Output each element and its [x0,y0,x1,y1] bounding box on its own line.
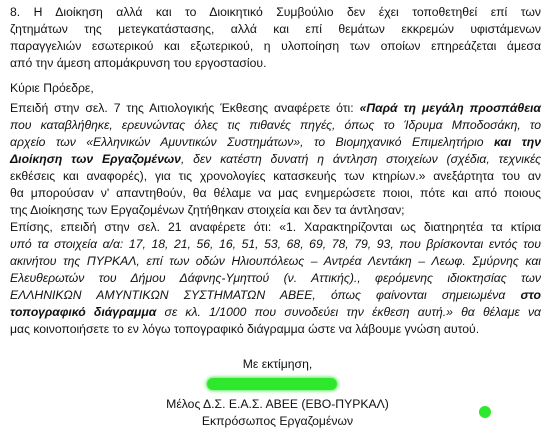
signatory-title: Εκπρόσωπος Εργαζομένων [201,414,354,428]
paragraph-2-line-6: θα μπορούσαν ν' απαντηθούν, θα θέλαμε να μας ενημερώσετε ποιοι, πότε και από ποιους [10,186,541,200]
paragraph-3-line-7: μας κοινοποιήσετε το εν λόγω τοπογραφικό διάγραμμα ώστε να λάβουμε γνώση αυτού. [10,322,480,336]
green-dot-mark [479,406,491,418]
paragraph-3-line-3: ακινήτου της ΠΥΡΚΑΛ, επί των οδών Ηλιουπόλεως – Αντρέα Λεντάκη – Λεωφ. Σμύρνης και [10,254,541,268]
paragraph-8-line-1: 8. Η Διοίκηση αλλά και το Διοικητικό Συμβούλιο δεν έχει τοποθετηθεί επί των [10,5,541,19]
signature-redaction-mark [207,378,337,390]
paragraph-3-line-6: τοπογραφικό διάγραμμα σε κλ. 1/1000 που συνοδεύει την έκθεση αυτή.» θα θέλαμε να [10,305,541,319]
paragraph-3-line-4: Ελευθερωτών του Δήμου Δάφνης-Υμηττού (ν. Αττικής)., φερόμενης ιδιοκτησίας των [10,271,541,285]
salutation: Κύριε Πρόεδρε, [10,81,94,95]
paragraph-3-line-2: υπό τα στοιχεία α/α: 17, 18, 21, 56, 16, 51, 53, 68, 69, 78, 79, 93, που βρίσκονται εντός του [10,237,541,251]
paragraph-2-line-1: Επειδή στην σελ. 7 της Αιτιολογικής Έκθεσης αναφέρετε ότι: «Παρά τη μεγάλη προσπάθεια [10,101,541,115]
paragraph-8-line-3: παραγγελιών εσωτερικού και εξωτερικού, η υλοποίηση των οποίων επηρεάζεται άμεσα [10,39,541,53]
paragraph-2-line-2: που καταβλήθηκε, ερευνώντας όλες τις πιθανές πηγές, όπως το Ίδρυμα Μποδοσάκη, το [10,118,541,132]
paragraph-2-line-5: εκθέσεις και αναφορές), για τις χρονολογίες κατασκευής των κτηρίων.» ανεξάρτητα του αν [10,169,541,183]
paragraph-8-line-4: από την άμεση απομάκρυνση του εργοστασίου. [10,56,267,70]
signatory-role: Μέλος Δ.Σ. Ε.Α.Σ. ΑΒΕΕ (ΕΒΟ-ΠΥΡΚΑΛ) [166,397,389,411]
paragraph-3-line-5: ΕΛΛΗΝΙΚΩΝ ΑΜΥΝΤΙΚΩΝ ΣΥΣΤΗΜΑΤΩΝ ΑΒΕΕ, όπως φαίνονται σημειωμένα στο [10,288,541,302]
paragraph-3-line-1: Επίσης, επειδή στην σελ. 21 αναφέρετε ότι: «1. Χαρακτηρίζονται ως διατηρητέα τα κτίρια [10,220,541,234]
paragraph-2-line-4: Διοίκηση των Εργαζομένων, δεν κατέστη δυνατή η άντληση στοιχείων (σχέδια, τεχνικές [10,152,541,166]
paragraph-8-line-2: ζητημάτων της μετεγκατάστασης, αλλά και επί θεμάτων εκκρεμών υφιστάμενων [10,22,541,36]
paragraph-2-line-3: αρχείο των «Ελληνικών Αμυντικών Συστημάτων», το Βιομηχανικό Επιμελητήριο και την [10,135,541,149]
paragraph-2-line-7: της Διοίκησης των Εργαζομένων ζητήθηκαν στοιχεία και δεν τα άντλησαν; [10,203,405,217]
closing: Με εκτίμηση, [242,357,313,371]
